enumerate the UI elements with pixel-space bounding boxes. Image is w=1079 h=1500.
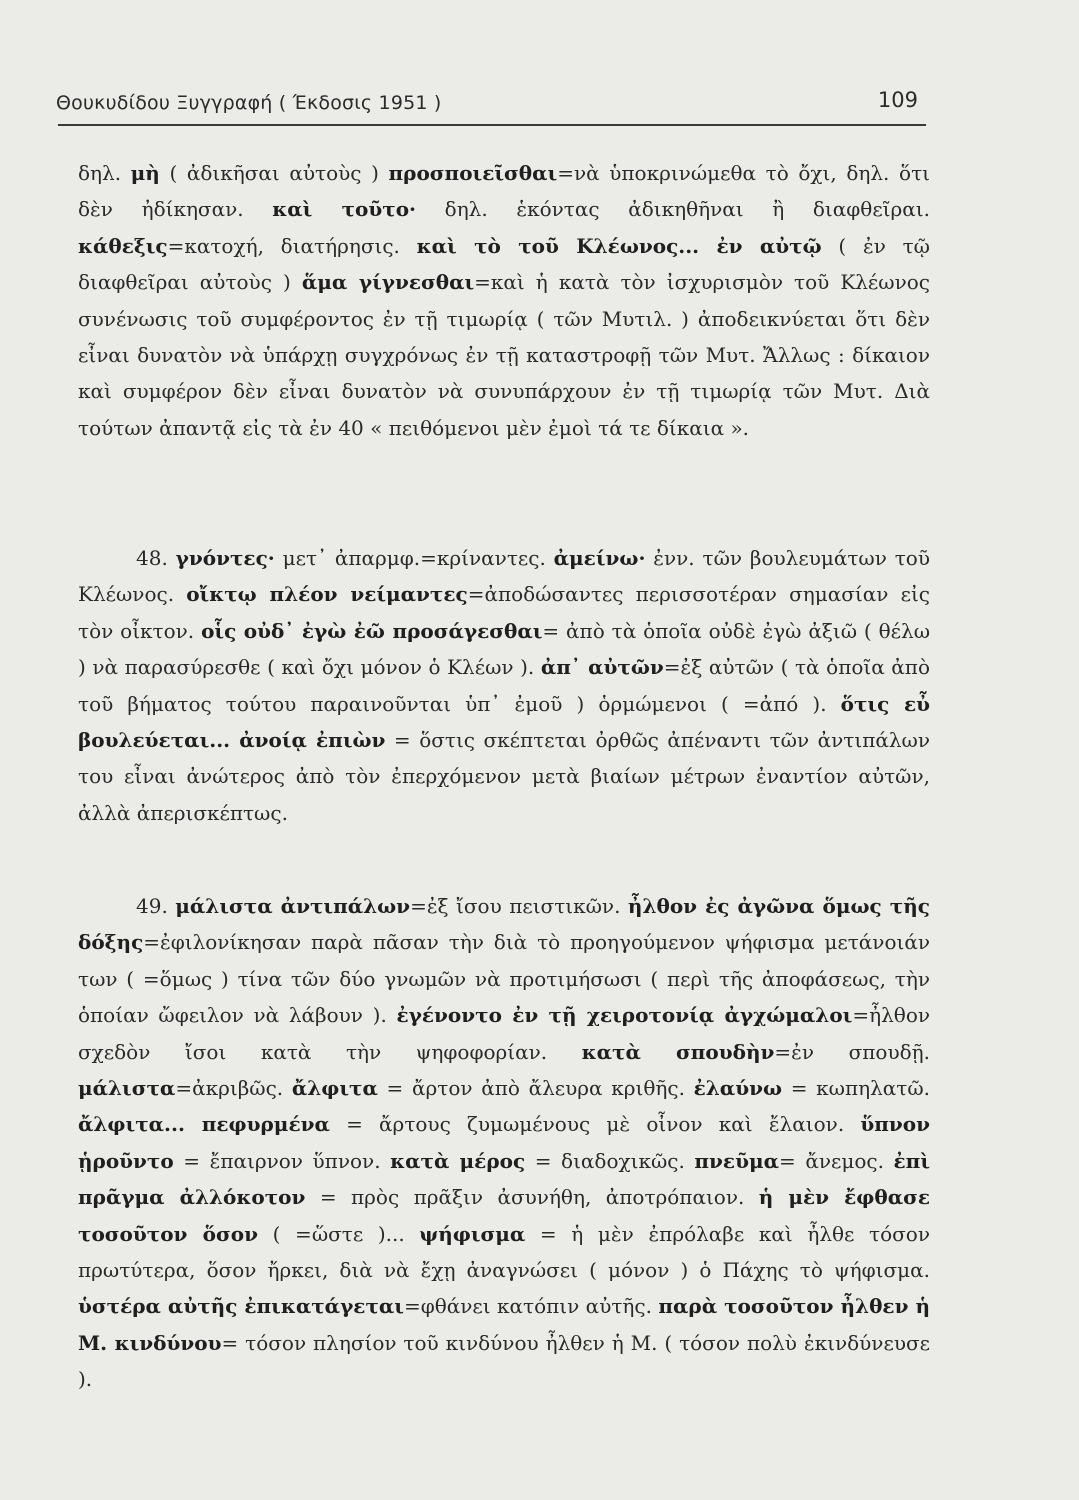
- gloss-text: = ἔπαιρνον ὕπνον.: [173, 1148, 391, 1173]
- lemma-term: ἐλαύνω: [693, 1076, 782, 1101]
- header-rule: [58, 124, 926, 126]
- gloss-text: =ἐξ αὐτῶν ( τὰ ὁποῖα ἀπὸ τοῦ βήματος τούτου παραινοῦνται ὑπ᾽ ἐμοῦ ) ὁρμώμενοι ( =ἀπό ).: [78, 655, 930, 716]
- gloss-text: ( =ὥστε )...: [257, 1221, 420, 1246]
- gloss-text: ἐνν. τῶν βουλευμάτων τοῦ Κλέωνος.: [78, 546, 931, 607]
- gloss-text: =ἐν σπουδῇ.: [774, 1039, 930, 1064]
- gloss-text: ( ἐν τῷ διαφθεῖραι αὐτοὺς ): [78, 233, 930, 295]
- gloss-text: =ἀποδώσαντες περισσοτέραν σημασίαν εἰς τὸν οἶκτον.: [78, 582, 930, 643]
- gloss-text: = ἄρτον ἀπὸ ἄλευρα κριθῆς.: [377, 1076, 694, 1101]
- lemma-term: καὶ τοῦτο·: [272, 197, 416, 222]
- gloss-text: = τόσον πλησίον τοῦ κινδύνου ἦλθεν ἡ Μ. ( τόσον πολὺ ἐκινδύνευσε ).: [78, 1330, 931, 1392]
- lemma-term: πνεῦμα: [694, 1148, 779, 1173]
- lemma-term: ἀμείνω·: [553, 546, 646, 570]
- lemma-term: γνόντες·: [175, 546, 275, 570]
- lemma-term: ὑστέρα αὐτῆς ἐπικατάγεται: [78, 1294, 404, 1319]
- gloss-text: =κατοχή, διατήρησις.: [167, 233, 417, 258]
- gloss-text: = διαδοχικῶς.: [525, 1148, 695, 1173]
- commentary-paragraph-47: [78, 155, 930, 446]
- gloss-text: = ὅστις σκέπτεται ὀρθῶς ἀπέναντι τῶν ἀντιπάλων του εἶναι ἀνώτερος ἀπὸ τὸν ἐπερχόμενον μετὰ βιαίων μέτρων ἐναντίον αὐτῶν, ἀλλὰ ἀπερισκέπτως.: [78, 728, 930, 825]
- lemma-term: οἷς οὐδ᾽ ἐγὼ ἐῶ προσάγεσθαι: [201, 618, 543, 643]
- lemma-term: κατὰ μέρος: [390, 1148, 526, 1173]
- lemma-term: ἡ μὲν ἔφθασε τοσοῦτον ὅσον: [78, 1185, 930, 1246]
- commentary-paragraph-48: [78, 540, 930, 831]
- gloss-text: =ἐξ ἴσου πειστικῶν.: [410, 894, 628, 918]
- page-number: 109: [877, 88, 918, 112]
- lemma-term: κάθεξις: [78, 233, 168, 258]
- gloss-text: 48.: [136, 546, 176, 570]
- lemma-term: προσποιεῖσθαι: [388, 161, 558, 185]
- lemma-term: ἀπ᾽ αὐτῶν: [540, 655, 664, 680]
- lemma-term: ἐπὶ πρᾶγμα ἀλλόκοτον: [78, 1148, 930, 1210]
- running-head: Θουκυδίδου Ξυγγραφή ( Έκδοσις 1951 ): [56, 92, 442, 114]
- commentary-paragraph-49: [78, 888, 930, 1398]
- lemma-term: ὕπνον ᾑροῦντο: [78, 1112, 930, 1173]
- lemma-term: ἄλφιτα... πεφυρμένα: [78, 1112, 330, 1137]
- gloss-text: δηλ. ἑκόντας ἀδικηθῆναι ἢ διαφθεῖραι.: [416, 197, 930, 222]
- lemma-term: κατὰ σπουδὴν: [581, 1039, 775, 1064]
- gloss-text: =ἐφιλονίκησαν παρὰ πᾶσαν τὴν διὰ τὸ προηγούμενον ψήφισμα μετάνοιάν των ( =ὅμως ) τίνα τῶν δύο γνωμῶν νὰ προτιμήσωσι ( περὶ τῆς ἀποφάσεως, τὴν ὁποίαν ὤφειλον νὰ λάβουν ).: [78, 930, 930, 1028]
- gloss-text: 49.: [136, 894, 176, 918]
- page-header: [56, 88, 928, 122]
- gloss-text: =νὰ ὑποκρινώμεθα τὸ ὄχι, δηλ. ὅτι δὲν ἠδίκησαν.: [78, 161, 930, 222]
- gloss-text: ( ἀδικῆσαι αὐτοὺς ): [159, 161, 389, 185]
- gloss-text: = ἄρτους ζυμωμένους μὲ οἶνον καὶ ἔλαιον.: [329, 1112, 861, 1137]
- gloss-text: = πρὸς πρᾶξιν ἀσυνήθη, ἀποτρόπαιον.: [305, 1185, 759, 1210]
- lemma-term: καὶ τὸ τοῦ Κλέωνος... ἐν αὐτῷ: [416, 233, 822, 258]
- lemma-term: ἅμα γίγνεσθαι: [301, 270, 475, 295]
- gloss-text: = ἄνεμος.: [779, 1148, 894, 1173]
- lemma-term: ἐγένοντο ἐν τῇ χειροτονίᾳ ἀγχώμαλοι: [396, 1003, 853, 1028]
- lemma-term: ἦλθον ἐς ἀγῶνα ὅμως τῆς δόξης: [78, 894, 930, 955]
- lemma-term: οἴκτῳ πλέον νείμαντες: [186, 582, 468, 607]
- lemma-term: παρὰ τοσοῦτον ἦλθεν ἡ Μ. κινδύνου: [78, 1294, 930, 1355]
- gloss-text: = ἀπὸ τὰ ὁποῖα οὐδὲ ἐγὼ ἀξιῶ ( θέλω ) νὰ παρασύρεσθε ( καὶ ὄχι μόνον ὁ Κλέων ).: [78, 618, 931, 680]
- lemma-term: μάλιστα: [78, 1076, 176, 1101]
- gloss-text: =ἀκριβῶς.: [175, 1076, 292, 1101]
- lemma-term: μὴ: [130, 161, 160, 185]
- gloss-text: =ἦλθον σχεδὸν ἴσοι κατὰ τὴν ψηφοφορίαν.: [78, 1003, 931, 1064]
- lemma-term: ψήφισμα: [419, 1221, 526, 1246]
- lemma-term: ἄλφιτα: [291, 1076, 378, 1101]
- gloss-text: δηλ.: [78, 161, 131, 185]
- lemma-term: μάλιστα ἀντιπάλων: [175, 894, 411, 918]
- gloss-text: μετ᾽ ἀπαρμφ.=κρίναντες.: [274, 546, 554, 570]
- lemma-term: ὅτις εὖ βουλεύεται... ἀνοίᾳ ἐπιὼν: [78, 691, 930, 753]
- gloss-text: =φθάνει κατόπιν αὐτῆς.: [403, 1294, 659, 1319]
- gloss-text: =καὶ ἡ κατὰ τὸν ἰσχυρισμὸν τοῦ Κλέωνος συνένωσις τοῦ συμφέροντος ἐν τῇ τιμωρίᾳ ( τῶν Μυτιλ. ) ἀποδεικνύεται ὅτι δὲν εἶναι δυνατὸν νὰ ὑπάρχῃ συγχρόνως ἐν τῇ καταστροφῇ τῶν Μυτ. Ἄλλως : δίκαιον καὶ συμφέρον δὲν εἶναι δυνατὸν νὰ συνυπάρχουν ἐν τῇ τιμωρίᾳ τῶν Μυτ. Διὰ τούτων ἀπαντᾷ εἰς τὰ ἐν 40 « πειθόμενοι μὲν ἐμοὶ τά τε δίκαια ».: [78, 270, 931, 440]
- gloss-text: = κωπηλατῶ.: [782, 1076, 930, 1101]
- gloss-text: = ἡ μὲν ἐπρόλαβε καὶ ἦλθε τόσον πρωτύτερα, ὅσον ἤρκει, διὰ νὰ ἔχῃ ἀναγνώσει ( μόνον ) ὁ Πάχης τὸ ψήφισμα.: [78, 1221, 930, 1283]
